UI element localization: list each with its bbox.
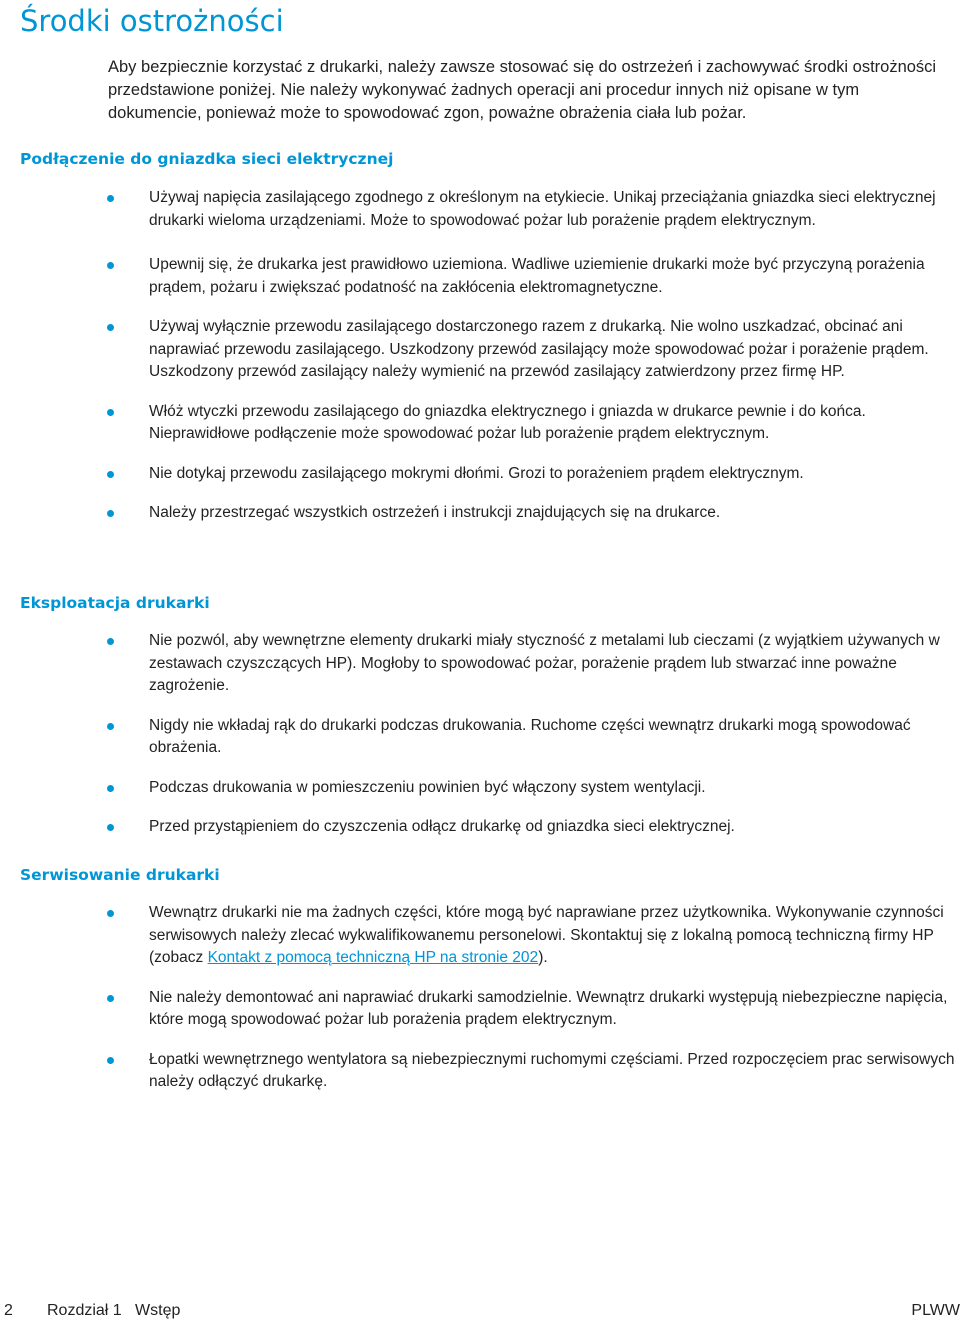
list-item-text: Nie należy demontować ani naprawiać drukarki samodzielnie. Wewnątrz drukarki występują niebezpieczne napięcia, które mogą spowodować pożar lub porażenia prądem elektrycznym. (149, 988, 948, 1028)
chapter-label: Rozdział 1 Wstęp (47, 1302, 181, 1319)
bullet-icon (107, 409, 114, 416)
bullet-icon (107, 262, 114, 269)
bullet-icon (107, 324, 114, 331)
list-item-text-after-link: ). (538, 949, 548, 966)
list-item (106, 715, 958, 760)
list-item-text: Nigdy nie wkładaj rąk do drukarki podczas drukowania. Ruchome części wewnątrz drukarki mogą spowodować obrażenia. (149, 716, 911, 756)
list-item (106, 463, 958, 486)
list-item (106, 316, 958, 384)
bullet-icon (107, 1057, 114, 1064)
list-item-text: Włóż wtyczki przewodu zasilającego do gniazdka elektrycznego i gniazda w drukarce pewnie i do końca. Nieprawidłowe podłączenie może spowodować pożar lub porażenie prądem elektrycznym. (149, 402, 866, 442)
list-item-text: Upewnij się, że drukarka jest prawidłowo uziemiona. Wadliwe uziemienie drukarki może być przyczyną porażenia prądem, pożaru i zwiększać podatność na zakłócenia elektromagnetyczne. (149, 256, 925, 296)
list-item-text: Używaj napięcia zasilającego zgodnego z określonym na etykiecie. Unikaj przeciążania gniazdka sieci elektrycznej drukarki wieloma urządzeniami. Może to spowodować pożar lub porażenie prądem elektrycznym. (149, 189, 936, 229)
bullet-icon (107, 824, 114, 831)
bullet-icon (107, 723, 114, 730)
list-item (106, 1049, 958, 1094)
bullet-icon (107, 510, 114, 517)
list-item-text: Używaj wyłącznie przewodu zasilającego dostarczonego razem z drukarką. Nie wolno uszkadzać, obcinać ani naprawiać przewodu zasilającego. Uszkodzony przewód zasilający może spowodować pożar i porażenie prądem. Uszkodzony przewód zasilający należy wymienić na przewód zasilający zatwierdzony przez firmę HP. (149, 318, 929, 380)
intro-paragraph: Aby bezpiecznie korzystać z drukarki, należy zawsze stosować się do ostrzeżeń i zachowywać środki ostrożności przedstawione poniżej. Nie należy wykonywać żadnych operacji ani procedur innych niż opisane w tym dokumencie, ponieważ może to spowodować zgon, poważne obrażenia ciała lub pożar. (108, 58, 937, 122)
list-item (106, 902, 958, 970)
bullet-icon (107, 638, 114, 645)
section-heading-operation: Eksploatacja drukarki (20, 594, 210, 612)
operation-safety-list (106, 630, 958, 839)
support-contact-link[interactable]: Kontakt z pomocą techniczną HP na stronie 202 (207, 949, 539, 966)
list-item-text: Podczas drukowania w pomieszczeniu powinien być włączony system wentylacji. (149, 778, 706, 796)
list-item-text: Nie pozwól, aby wewnętrzne elementy drukarki miały styczność z metalami lub cieczami (z wyjątkiem używanych w zestawach czyszczących HP). Mogłoby to spowodować pożar, porażenie prądem lub stwarzać inne poważne zagrożenie. (149, 632, 940, 694)
section-heading-power: Podłączenie do gniazdka sieci elektrycznej (20, 150, 394, 168)
page-footer (0, 1300, 960, 1322)
list-item (106, 777, 958, 800)
list-item-text: Łopatki wewnętrznego wentylatora są niebezpiecznymi ruchomymi częściami. Przed rozpoczęciem prac serwisowych należy odłączyć drukarkę. (149, 1050, 955, 1090)
list-item (106, 401, 958, 446)
bullet-icon (107, 785, 114, 792)
list-item (106, 187, 958, 232)
document-code: PLWW (911, 1302, 960, 1319)
list-item (106, 254, 958, 299)
list-item (106, 502, 958, 525)
bullet-icon (107, 995, 114, 1002)
list-item (106, 816, 958, 839)
list-item-text: Przed przystąpieniem do czyszczenia odłącz drukarkę od gniazdka sieci elektrycznej. (149, 818, 735, 835)
bullet-icon (107, 471, 114, 478)
section-heading-service: Serwisowanie drukarki (20, 866, 220, 884)
list-item-text-before-link: Wewnątrz drukarki nie ma żadnych części, które mogą być naprawiane przez użytkownika. Wykonywanie czynności serwisowych należy zlecać wykwalifikowanemu personelowi. Skontaktuj się z lokalną pomocą techniczną firmy HP (zobacz (149, 904, 944, 966)
page-number: 2 (4, 1302, 13, 1319)
list-item-text: Nie dotykaj przewodu zasilającego mokrymi dłońmi. Grozi to porażeniem prądem elektrycznym. (149, 464, 804, 482)
bullet-icon (107, 910, 114, 917)
service-safety-list (106, 902, 958, 1094)
page-title: Środki ostrożności (20, 4, 284, 38)
list-item-text: Należy przestrzegać wszystkich ostrzeżeń i instrukcji znajdujących się na drukarce. (149, 504, 721, 521)
power-safety-list (106, 187, 958, 525)
bullet-icon (107, 195, 114, 202)
list-item (106, 987, 958, 1032)
list-item (106, 630, 958, 698)
